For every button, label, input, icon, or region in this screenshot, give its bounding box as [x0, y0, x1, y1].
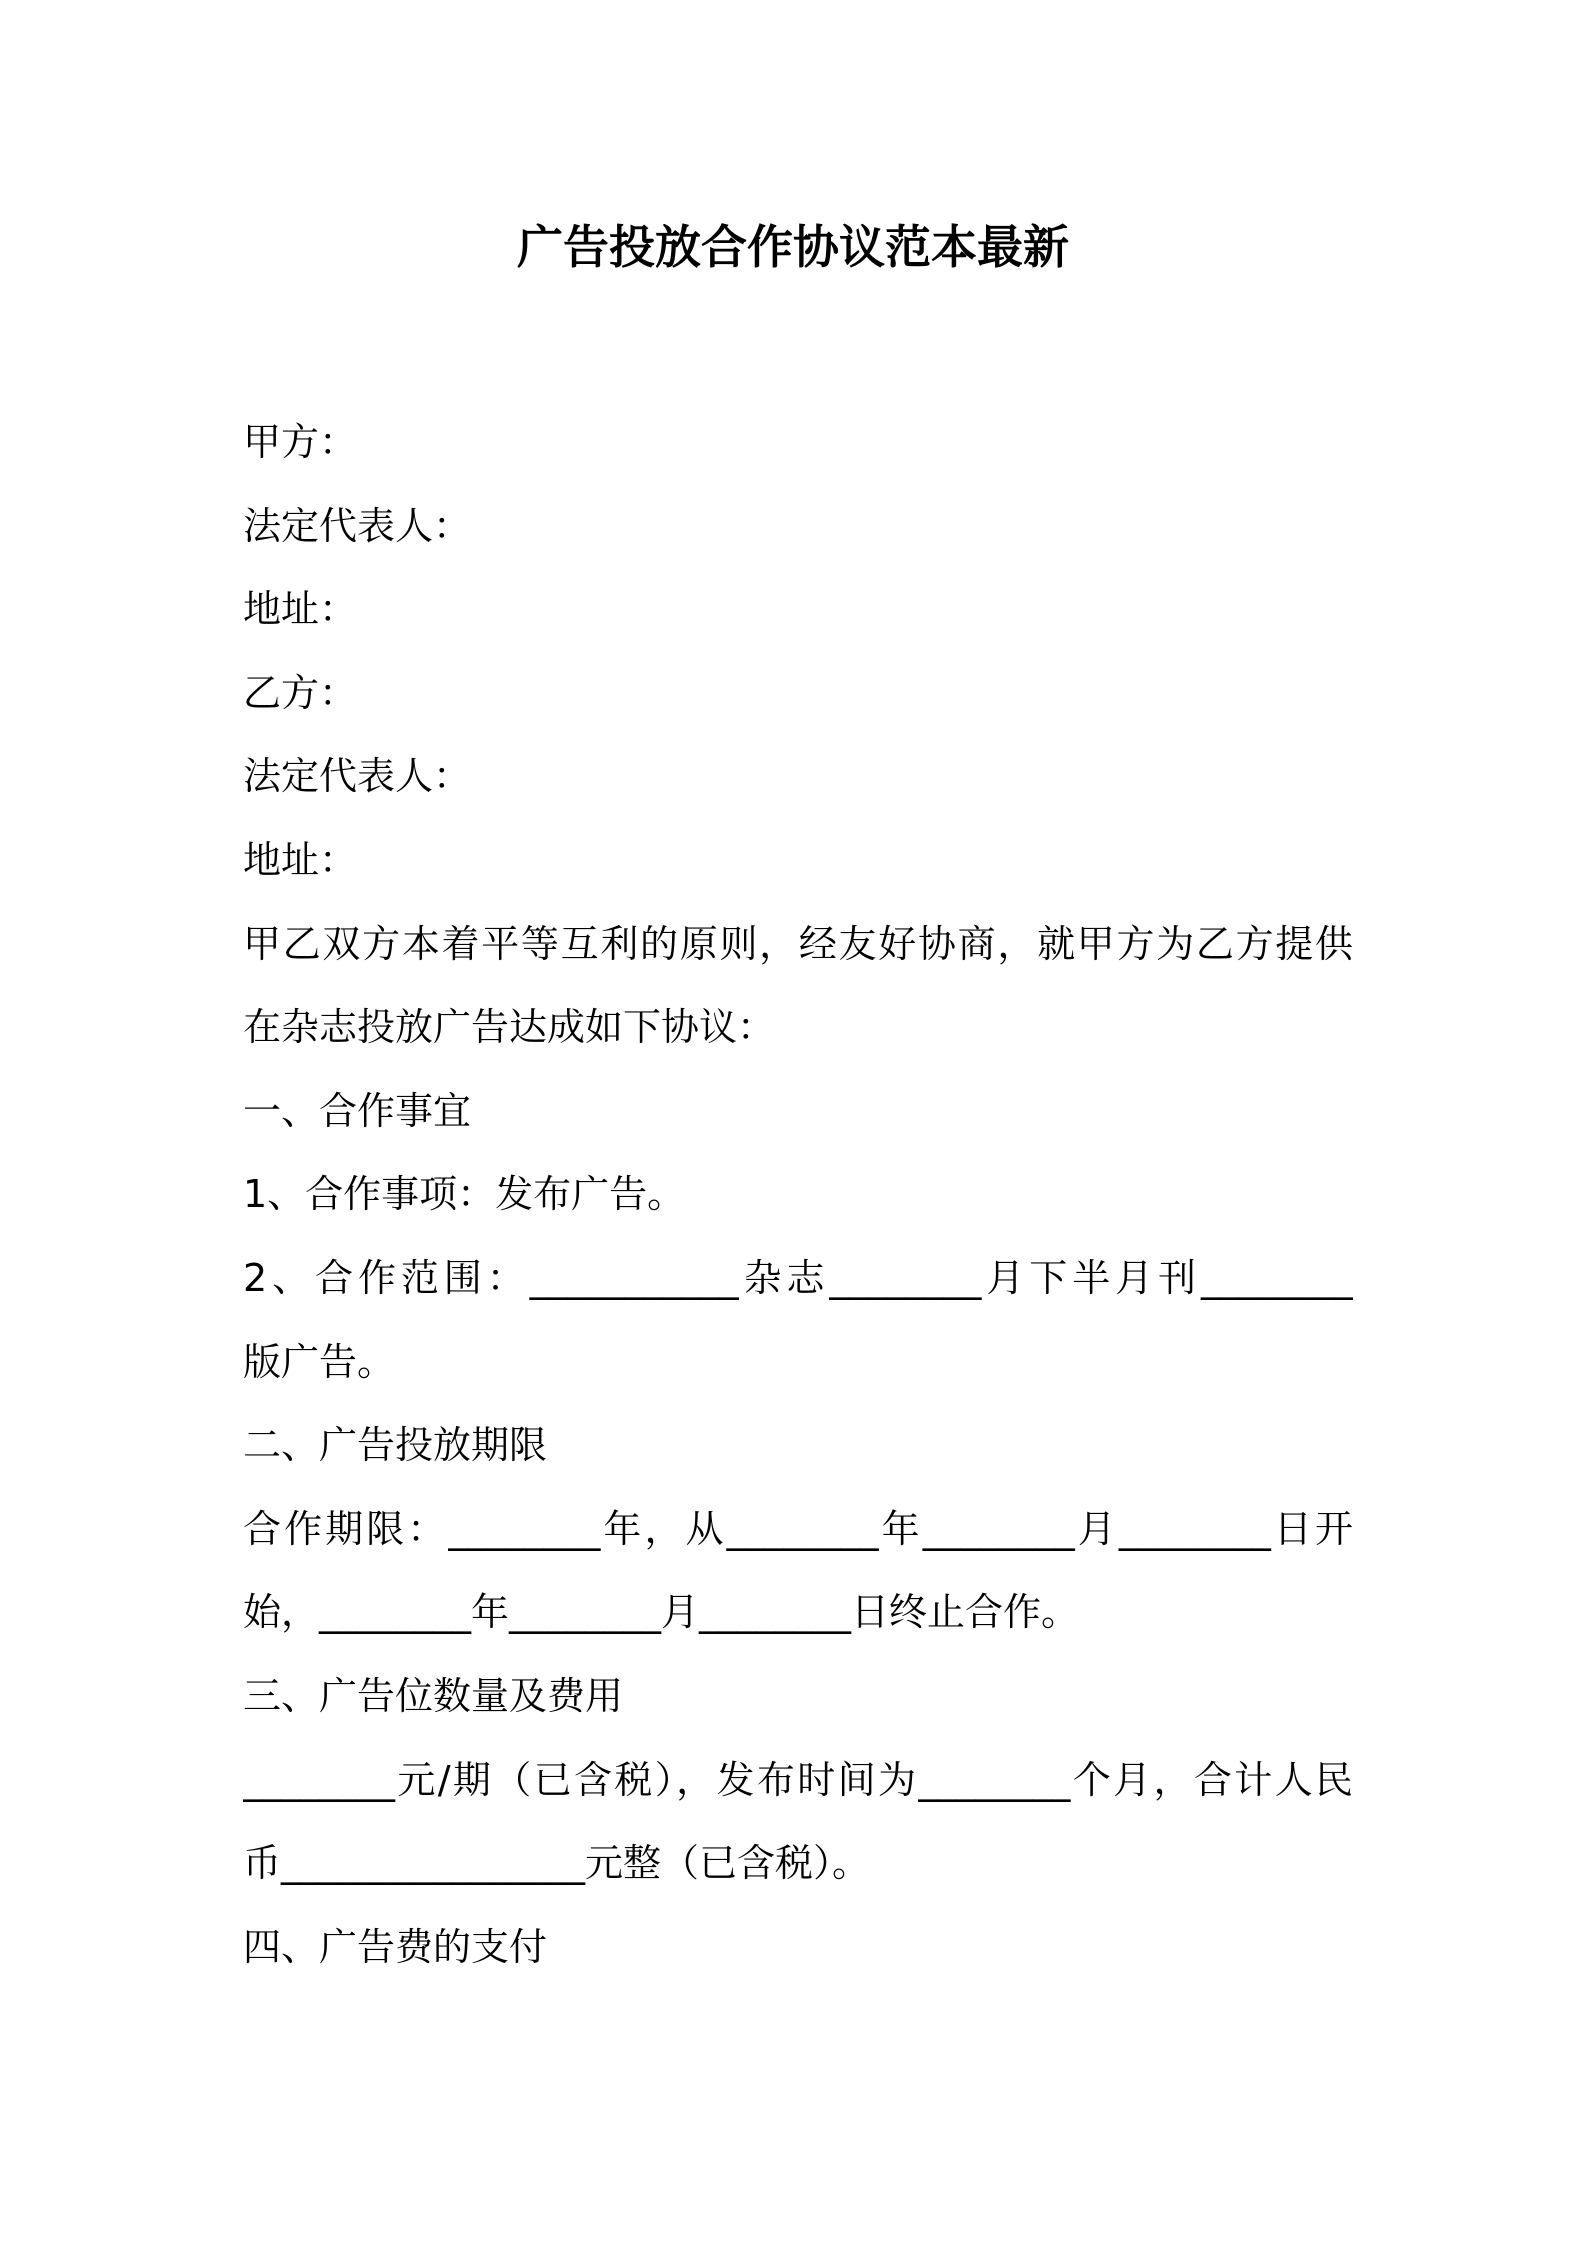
term-line-2: 始，________年________月________日终止合作。	[243, 1590, 1080, 1635]
intro-paragraph-line-2: 在杂志投放广告达成如下协议：	[243, 1005, 776, 1050]
fee-line-1: ________元/期（已含税），发布时间为________个月，合计人民	[243, 1757, 1353, 1802]
section-heading-2: 二、广告投放期限	[243, 1423, 548, 1468]
section-heading-3: 三、广告位数量及费用	[243, 1673, 624, 1718]
document-body	[243, 401, 1353, 1989]
party-a-address-line: 地址：	[243, 587, 358, 632]
document-title: 广告投放合作协议范本最新	[517, 220, 1069, 274]
section-heading-1: 一、合作事宜	[243, 1088, 472, 1133]
term-line-1: 合作期限：________年，从________年________月________日开	[243, 1506, 1353, 1551]
fee-line-2: 币________________元整（已含税）。	[243, 1841, 871, 1886]
party-a-line: 甲方：	[243, 420, 358, 464]
party-b-line: 乙方：	[243, 670, 358, 715]
cooperation-scope-line-1: 2、合作范围：___________杂志________月下半月刊________	[243, 1255, 1353, 1300]
intro-paragraph-line-1: 甲乙双方本着平等互利的原则，经友好协商，就甲方为乙方提供	[243, 921, 1353, 966]
cooperation-scope-line-2: 版广告。	[243, 1339, 396, 1384]
section-heading-4: 四、广告费的支付	[243, 1924, 548, 1969]
party-b-representative-line: 法定代表人：	[243, 754, 472, 799]
cooperation-item-line: 1、合作事项：发布广告。	[243, 1172, 686, 1217]
party-b-address-line: 地址：	[243, 837, 358, 882]
party-a-representative-line: 法定代表人：	[243, 503, 472, 548]
